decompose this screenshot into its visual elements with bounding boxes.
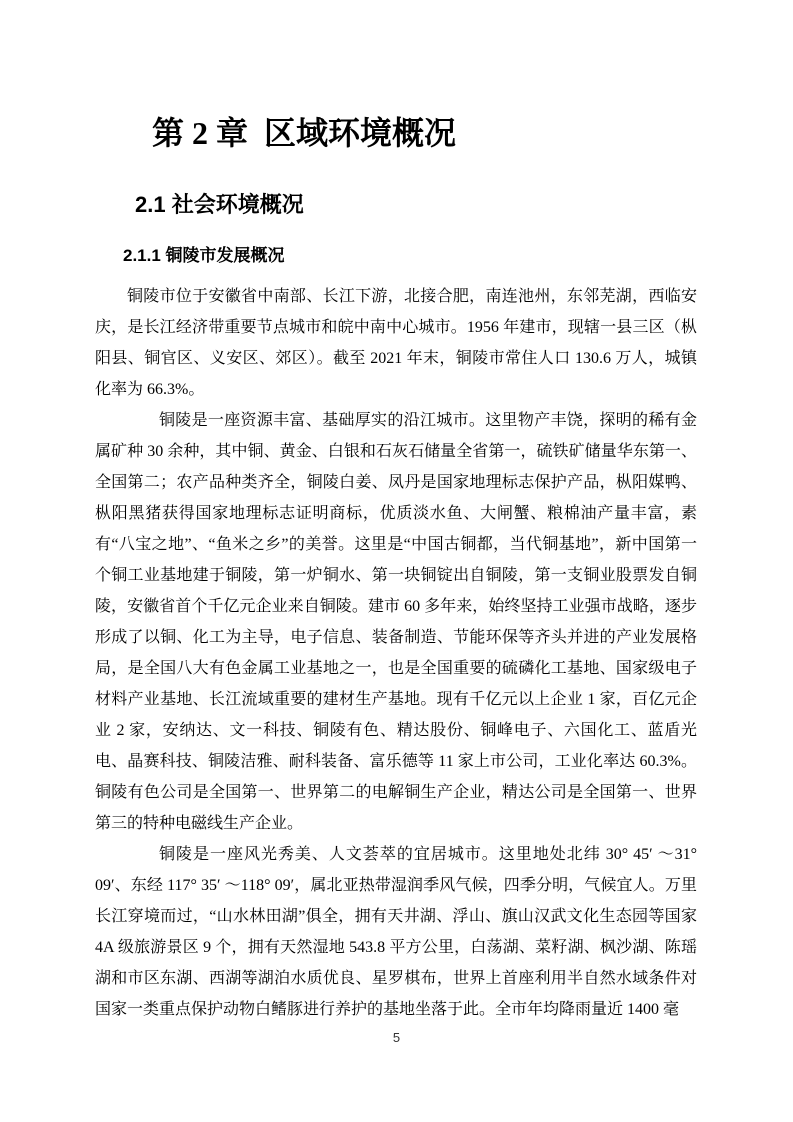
subsection-heading: 2.1.1 铜陵市发展概况	[123, 246, 285, 265]
chapter-heading: 第 2 章 区域环境概况	[152, 115, 457, 151]
body-text	[95, 281, 697, 1025]
paragraph-city-overview: 铜陵市位于安徽省中南部、长江下游，北接合肥，南连池州，东邻芜湖，西临安庆，是长江经济带重要节点城市和皖中南中心城市。1956 年建市，现辖一县三区（枞阳县、铜官区、义安区、郊区）。截至 2021 年末，铜陵市常住人口 130.6 万人，城镇化率为 66.3%。	[95, 288, 697, 398]
section-heading: 2.1 社会环境概况	[135, 192, 304, 217]
paragraph-resources-industry: 铜陵是一座资源丰富、基础厚实的沿江城市。这里物产丰饶，探明的稀有金属矿种 30 余种，其中铜、黄金、白银和石灰石储量全省第一，硫铁矿储量华东第一、全国第二；农产品种类齐全，铜陵白姜、凤丹是国家地理标志保护产品，枞阳媒鸭、枞阳黑猪获得国家地理标志证明商标，优质淡水鱼、大闸蟹、粮棉油产量丰富，素有“八宝之地”、“鱼米之乡”的美誉。这里是“中国古铜都，当代铜基地”，新中国第一个铜工业基地建于铜陵，第一炉铜水、第一块铜锭出自铜陵，第一支铜业股票发自铜陵，安徽省首个千亿元企业来自铜陵。建市 60 多年来，始终坚持工业强市战略，逐步形成了以铜、化工为主导，电子信息、装备制造、节能环保等齐头并进的产业发展格局，是全国八大有色金属工业基地之一，也是全国重要的硫磷化工基地、国家级电子材料产业基地、长江流域重要的建材生产基地。现有千亿元以上企业 1 家，百亿元企业 2 家，安纳达、文一科技、铜陵有色、精达股份、铜峰电子、六国化工、蓝盾光电、晶赛科技、铜陵洁雅、耐科装备、富乐德等 11 家上市公司，工业化率达 60.3%。铜陵有色公司是全国第一、世界第二的电解铜生产企业，精达公司是全国第一、世界第三的特种电磁线生产企业。	[95, 412, 697, 832]
page-number: 5	[392, 1030, 401, 1045]
paragraph-scenery-climate: 铜陵是一座风光秀美、人文荟萃的宜居城市。这里地处北纬 30° 45′ ～31° 09′、东经 117° 35′ ～118° 09′，属北亚热带湿润季风气候，四季分明，气候宜人。万里长江穿境而过，“山水林田湖”俱全，拥有天井湖、浮山、旗山汉武文化生态园等国家 4A 级旅游景区 9 个，拥有天然湿地 543.8 平方公里，白荡湖、菜籽湖、枫沙湖、陈瑶湖和市区东湖、西湖等湖泊水质优良、星罗棋布，世界上首座利用半自然水域条件对国家一类重点保护动物白鳍豚进行养护的基地坐落于此。全市年均降雨量近 1400 毫	[95, 846, 697, 1018]
